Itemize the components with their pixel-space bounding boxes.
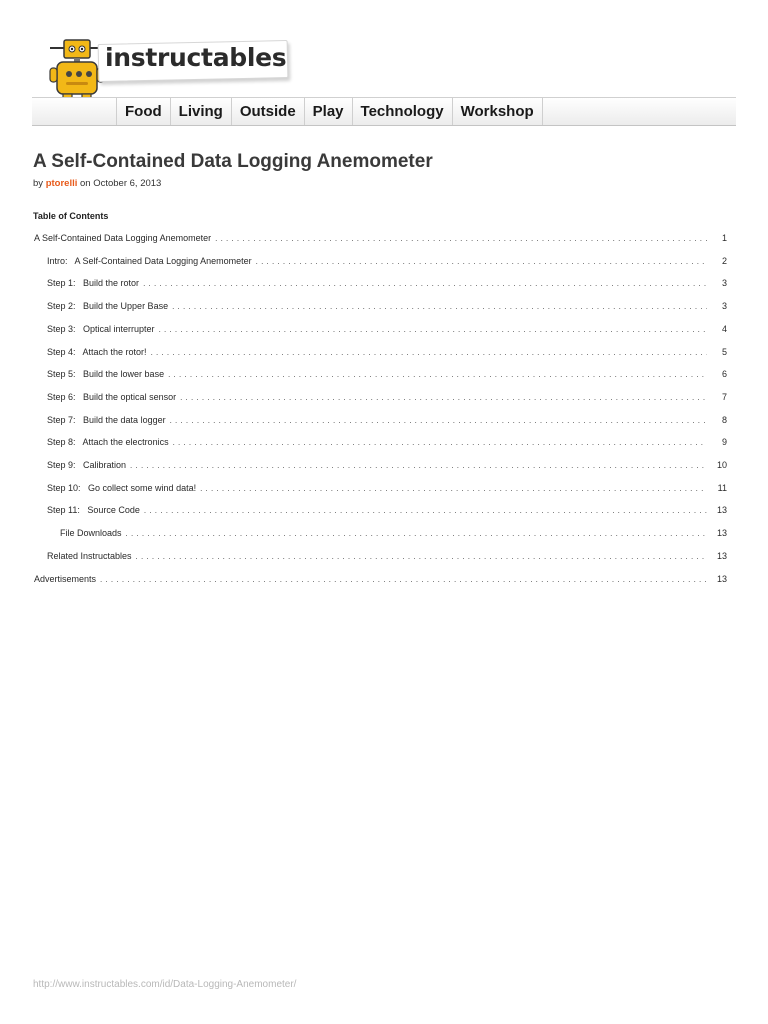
author-link[interactable]: ptorelli [45,178,78,189]
nav-item-food[interactable]: Food [116,98,171,125]
toc-dot-leader [173,438,707,447]
toc-dot-leader [151,348,707,357]
nav-item-play[interactable]: Play [305,98,353,125]
toc-page-number: 10 [716,460,727,470]
toc-entry-title: Step 6: Build the optical sensor [47,391,177,402]
toc-dot-leader [130,461,707,470]
logo-wordmark[interactable]: instructables [105,43,287,72]
toc-dot-leader [126,529,707,538]
toc-page-number: 2 [721,255,727,266]
toc-entry-title: Related Instructables [47,550,132,561]
byline [33,178,161,189]
toc-dot-leader [143,279,707,288]
nav-item-workshop[interactable]: Workshop [453,98,543,125]
toc-entry-title: Step 3: Optical interrupter [47,323,155,334]
toc-dot-leader [215,234,707,243]
nav-item-technology[interactable]: Technology [353,98,453,125]
toc-page-number: 9 [721,437,727,448]
toc-dot-leader [100,575,707,584]
toc-dot-leader [159,325,707,334]
toc-page-number: 3 [721,301,727,312]
byline-prefix: by [33,178,44,189]
toc-page-number: 1 [721,233,727,243]
toc-entry-title: Advertisements [34,573,97,584]
toc-dot-leader [200,484,707,493]
toc-dot-leader [168,370,707,379]
toc-entry-title: Step 4: Attach the rotor! [47,346,147,357]
toc-entry-title: File Downloads [60,528,122,539]
toc-entry[interactable] [0,574,768,590]
toc-entry[interactable] [0,369,768,385]
toc-entry-title: Step 2: Build the Upper Base [47,301,169,312]
toc-entry[interactable] [0,528,768,544]
toc-entry-title: Step 11: Source Code [47,505,140,516]
toc-dot-leader [172,302,707,311]
toc-entry-title: Step 8: Attach the electronics [47,437,169,448]
toc-dot-leader [170,416,707,425]
nav-item-outside[interactable]: Outside [232,98,305,125]
toc-entry-title: Step 7: Build the data logger [47,414,166,425]
toc-dot-leader [136,552,707,561]
toc-page-number: 13 [716,505,727,516]
toc-entry-title: Step 5: Build the lower base [47,369,165,380]
toc-page-number: 7 [721,391,727,402]
toc-entry[interactable] [0,278,768,294]
toc-entry-title: A Self-Contained Data Logging Anemometer [34,233,212,243]
toc-entry[interactable] [0,301,768,317]
document-title: A Self-Contained Data Logging Anemometer [33,151,433,172]
toc-entry[interactable] [0,415,768,431]
toc-entry[interactable] [0,437,768,453]
toc-dot-leader [180,393,707,402]
category-navbar [32,97,736,126]
toc-entry[interactable] [0,505,768,521]
toc-entry[interactable] [0,324,768,340]
toc-entry[interactable] [0,233,768,249]
toc-entry[interactable] [0,551,768,567]
toc-entry-title: Step 1: Build the rotor [47,278,140,289]
nav-item-living[interactable]: Living [171,98,232,125]
toc-entry-title: Step 10: Go collect some wind data! [47,482,197,493]
toc-entry-title: Intro: A Self-Contained Data Logging Anemometer [47,255,252,266]
toc-entry[interactable] [0,347,768,363]
category-nav-list [116,98,543,125]
toc-page-number: 8 [721,414,727,425]
toc-entry[interactable] [0,392,768,408]
byline-date: on October 6, 2013 [80,178,162,189]
toc-entry[interactable] [0,460,768,476]
toc-entry[interactable] [0,256,768,272]
toc-entry[interactable] [0,483,768,499]
toc-page-number: 11 [717,482,727,493]
toc-dot-leader [256,257,707,266]
toc-page-number: 3 [721,278,727,289]
toc-heading: Table of Contents [33,211,109,221]
toc-dot-leader [144,506,707,515]
toc-page-number: 13 [716,528,727,539]
toc-page-number: 13 [716,550,727,561]
toc-page-number: 6 [721,369,727,380]
toc-page-number: 5 [721,346,727,357]
footer-url[interactable]: http://www.instructables.com/id/Data-Logging-Anemometer/ [33,979,297,990]
toc-page-number: 4 [721,323,727,334]
toc-page-number: 13 [716,573,727,584]
toc-entry-title: Step 9: Calibration [47,460,127,470]
